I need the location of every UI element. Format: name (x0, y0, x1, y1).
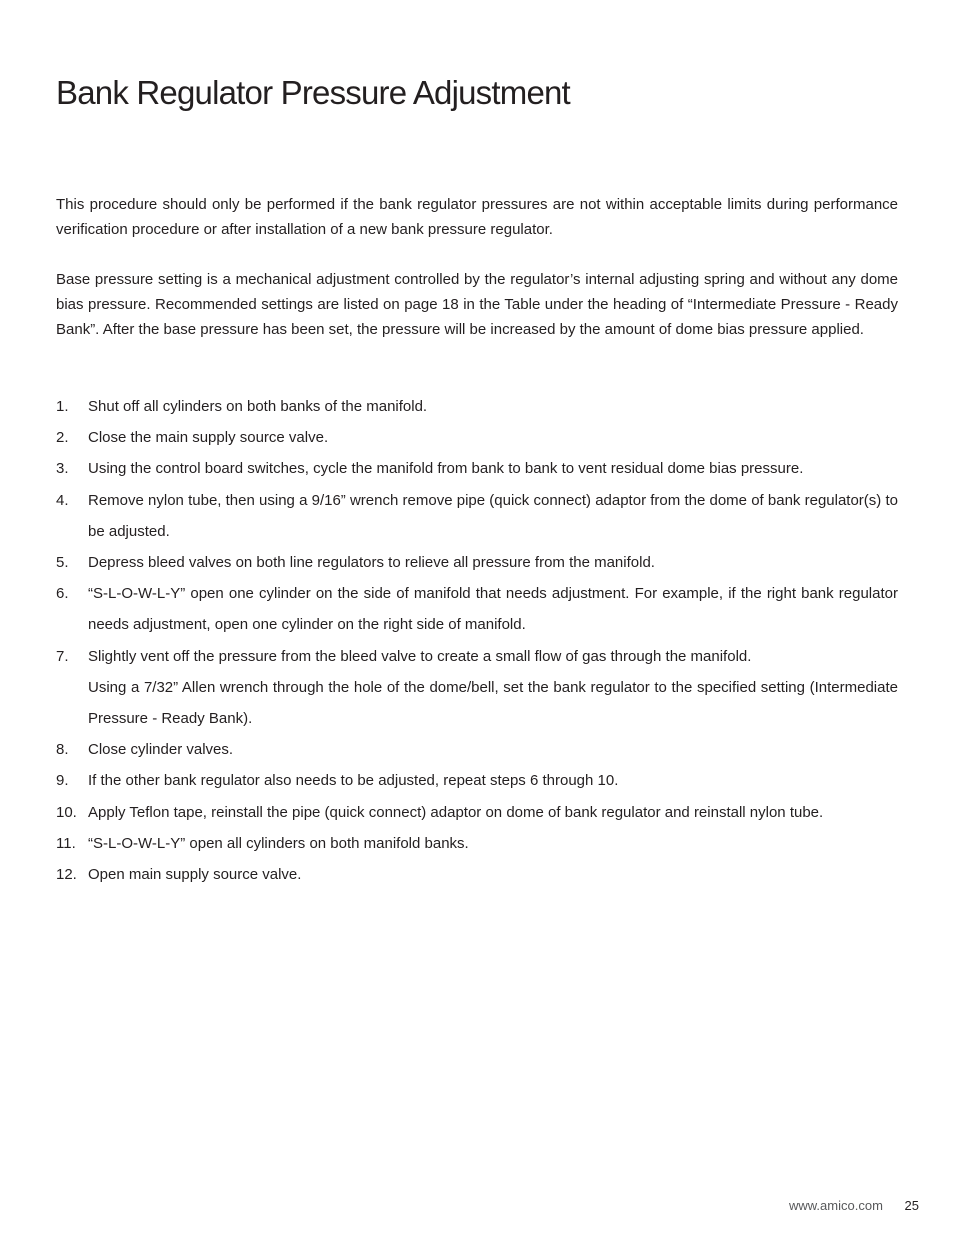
step-item (56, 859, 898, 890)
step-item (56, 828, 898, 859)
step-text: If the other bank regulator also needs to be adjusted, repeat steps 6 through 10. (88, 772, 619, 790)
step-text-continued: Using a 7/32” Allen wrench through the hole of the dome/bell, set the bank regulator to the specified setting (Intermediate Pressure - Ready Bank). (88, 678, 898, 728)
step-item (56, 641, 898, 735)
step-number: 1. (56, 398, 69, 415)
page-number: 25 (904, 1198, 919, 1213)
step-text: Shut off all cylinders on both banks of the manifold. (88, 398, 428, 415)
step-number: 3. (56, 460, 69, 478)
step-text: Slightly vent off the pressure from the bleed valve to create a small flow of gas through the manifold. (88, 647, 752, 665)
step-number: 7. (56, 647, 69, 665)
step-text: Using the control board switches, cycle the manifold from bank to bank to vent residual dome bias pressure. (88, 460, 804, 478)
step-number: 11. (56, 834, 76, 852)
step-text: Remove nylon tube, then using a 9/16” wrench remove pipe (quick connect) adaptor from the dome of bank regulator(s) to be adjusted. (88, 491, 898, 540)
step-item (56, 391, 898, 422)
step-number: 4. (56, 491, 69, 509)
step-item (56, 485, 898, 547)
base-pressure-paragraph: Base pressure setting is a mechanical adjustment controlled by the regulator’s internal adjusting spring and without any dome bias pressure. Recommended settings are listed on page 18 in the Table under the heading of “Intermediate Pressure - Ready Bank”. After the base pressure has been set, the pressure will be increased by the amount of dome bias pressure applied. (56, 271, 898, 338)
procedure-steps-list (56, 391, 898, 890)
step-text: Open main supply source valve. (88, 866, 302, 884)
step-number: 5. (56, 554, 69, 572)
step-text: “S-L-O-W-L-Y” open one cylinder on the side of manifold that needs adjustment. For example, if the right bank regulator needs adjustment, open one cylinder on the right side of manifold. (88, 585, 898, 634)
step-text: “S-L-O-W-L-Y” open all cylinders on both manifold banks. (88, 834, 469, 852)
page-footer (789, 1198, 919, 1213)
step-text: Depress bleed valves on both line regulators to relieve all pressure from the manifold. (88, 554, 655, 572)
step-number: 12. (56, 866, 77, 884)
step-item (56, 734, 898, 765)
step-number: 6. (56, 585, 69, 603)
step-item (56, 765, 898, 796)
step-text: Close cylinder valves. (88, 741, 234, 759)
step-item (56, 422, 898, 453)
intro-paragraph: This procedure should only be performed if the bank regulator pressures are not within acceptable limits during performance verification procedure or after installation of a new bank pressure regulator. (56, 196, 898, 238)
step-item (56, 797, 898, 828)
step-item (56, 578, 898, 640)
step-number: 10. (56, 803, 77, 821)
step-item (56, 547, 898, 578)
step-text: Close the main supply source valve. (88, 429, 329, 447)
page-title: Bank Regulator Pressure Adjustment (56, 74, 570, 111)
step-number: 8. (56, 741, 69, 759)
step-number: 2. (56, 429, 69, 447)
step-item (56, 453, 898, 484)
step-text: Apply Teflon tape, reinstall the pipe (quick connect) adaptor on dome of bank regulator and reinstall nylon tube. (88, 803, 824, 821)
footer-website-url: www.amico.com (788, 1198, 883, 1213)
step-number: 9. (56, 772, 69, 790)
